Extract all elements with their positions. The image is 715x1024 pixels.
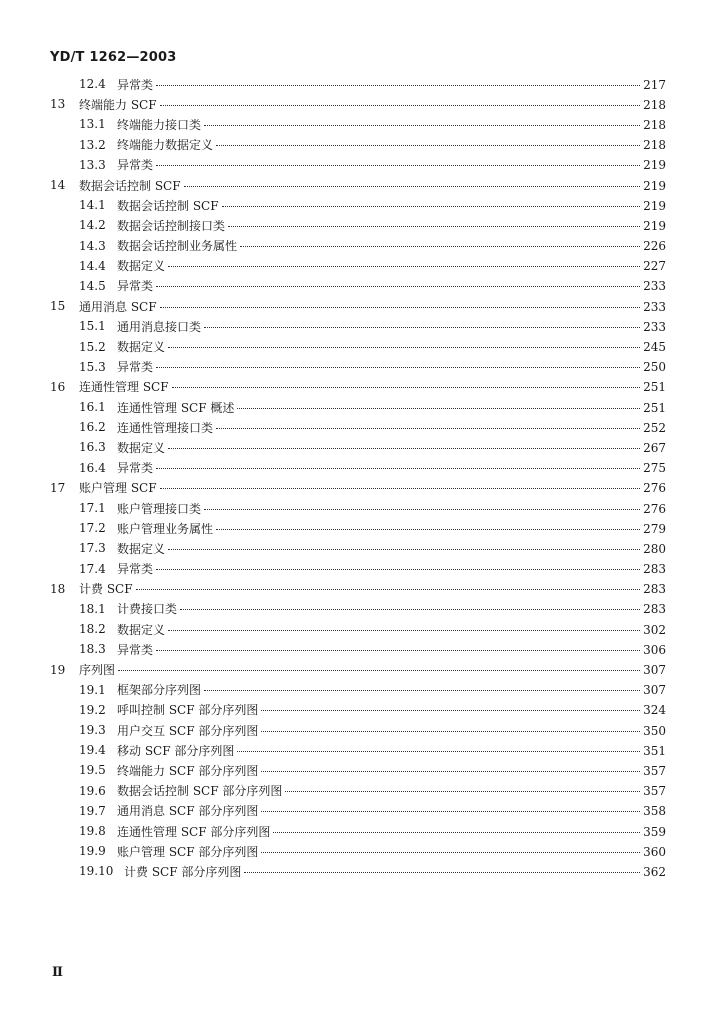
- toc-section-entry: [0, 417, 715, 437]
- toc-entry-page-number: 307: [643, 683, 666, 698]
- toc-dot-leader: [156, 468, 640, 469]
- toc-entry-page-number: 251: [643, 400, 666, 415]
- toc-section-entry: [0, 639, 715, 659]
- toc-dot-leader: [240, 246, 640, 247]
- toc-entry-page-number: 219: [643, 158, 666, 173]
- toc-dot-leader: [168, 448, 640, 449]
- toc-entry-title: 数据会话控制 SCF: [79, 178, 181, 193]
- toc-dot-leader: [180, 609, 640, 610]
- toc-entry-page-number: 283: [643, 582, 666, 597]
- toc-entry-body: [117, 358, 666, 375]
- toc-entry-body: [117, 217, 666, 234]
- toc-entry-title: 终端能力接口类: [117, 117, 202, 132]
- toc-entry-page-number: 283: [643, 602, 666, 617]
- toc-entry-page-number: 233: [643, 319, 666, 334]
- toc-dot-leader: [261, 710, 640, 711]
- toc-entry-title: 数据定义: [117, 622, 166, 637]
- toc-entry-number: 19.3: [79, 723, 106, 738]
- toc-entry-page-number: 306: [643, 642, 666, 657]
- toc-entry-title: 异常类: [117, 77, 154, 92]
- toc-entry-page-number: 360: [643, 844, 666, 859]
- toc-dot-leader: [204, 327, 640, 328]
- toc-entry-page-number: 219: [643, 198, 666, 213]
- toc-entry-page-number: 252: [643, 420, 666, 435]
- toc-entry-title: 异常类: [117, 562, 154, 577]
- toc-entry-body: [117, 439, 666, 456]
- toc-entry-body: [117, 782, 666, 799]
- toc-chapter-entry: [0, 478, 715, 498]
- toc-entry-page-number: 302: [643, 622, 666, 637]
- toc-chapter-entry: [0, 579, 715, 599]
- toc-entry-body: [117, 156, 666, 173]
- toc-entry-title: 计费接口类: [117, 602, 178, 617]
- toc-entry-body: [117, 823, 666, 840]
- toc-entry-page-number: 362: [643, 864, 666, 879]
- toc-entry-body: [79, 378, 666, 395]
- toc-entry-body: [117, 237, 666, 254]
- toc-entry-number: 13.2: [79, 137, 106, 152]
- toc-section-entry: [0, 357, 715, 377]
- toc-entry-number: 17.1: [79, 501, 106, 516]
- toc-dot-leader: [237, 751, 640, 752]
- toc-section-entry: [0, 861, 715, 881]
- toc-entry-number: 19.8: [79, 824, 106, 839]
- toc-section-entry: [0, 135, 715, 155]
- toc-dot-leader: [156, 165, 640, 166]
- toc-section-entry: [0, 256, 715, 276]
- toc-section-entry: [0, 720, 715, 740]
- toc-entry-body: [117, 600, 666, 617]
- toc-entry-body: [79, 177, 666, 194]
- toc-entry-body: [117, 318, 666, 335]
- toc-dot-leader: [156, 569, 640, 570]
- toc-entry-page-number: 233: [643, 299, 666, 314]
- toc-section-entry: [0, 700, 715, 720]
- toc-entry-body: [117, 520, 666, 537]
- toc-section-entry: [0, 236, 715, 256]
- toc-entry-page-number: 324: [643, 703, 666, 718]
- toc-entry-number: 19.2: [79, 702, 106, 717]
- toc-entry-number: 12.4: [79, 77, 106, 92]
- toc-entry-body: [117, 540, 666, 557]
- toc-entry-page-number: 280: [643, 541, 666, 556]
- toc-entry-number: 14.4: [79, 258, 106, 273]
- toc-section-entry: [0, 619, 715, 639]
- toc-entry-body: [117, 459, 666, 476]
- toc-entry-number: 13.3: [79, 157, 106, 172]
- toc-entry-page-number: 350: [643, 723, 666, 738]
- toc-entry-number: 14: [50, 178, 66, 193]
- toc-dot-leader: [273, 832, 640, 833]
- toc-dot-leader: [261, 811, 640, 812]
- toc-section-entry: [0, 760, 715, 780]
- toc-entry-body: [117, 802, 666, 819]
- toc-entry-title: 数据会话控制接口类: [117, 218, 226, 233]
- toc-entry-page-number: 217: [643, 77, 666, 92]
- toc-chapter-entry: [0, 175, 715, 195]
- toc-entry-body: [79, 479, 666, 496]
- toc-entry-body: [117, 681, 666, 698]
- toc-dot-leader: [136, 589, 641, 590]
- toc-entry-title: 异常类: [117, 461, 154, 476]
- toc-entry-page-number: 245: [643, 340, 666, 355]
- toc-section-entry: [0, 336, 715, 356]
- toc-entry-page-number: 218: [643, 97, 666, 112]
- toc-entry-body: [79, 580, 666, 597]
- toc-entry-body: [117, 621, 666, 638]
- toc-entry-page-number: 276: [643, 501, 666, 516]
- toc-entry-body: [117, 136, 666, 153]
- toc-entry-number: 15.1: [79, 319, 106, 334]
- toc-entry-body: [117, 338, 666, 355]
- toc-dot-leader: [156, 85, 640, 86]
- toc-entry-title: 通用消息 SCF: [79, 299, 157, 314]
- toc-entry-body: [79, 298, 666, 315]
- toc-entry-body: [117, 560, 666, 577]
- toc-dot-leader: [228, 226, 640, 227]
- toc-entry-number: 18.2: [79, 622, 106, 637]
- toc-entry-number: 19.1: [79, 682, 106, 697]
- toc-dot-leader: [216, 428, 640, 429]
- toc-dot-leader: [168, 266, 640, 267]
- toc-entry-page-number: 276: [643, 481, 666, 496]
- toc-entry-body: [124, 863, 666, 880]
- toc-dot-leader: [261, 852, 640, 853]
- toc-dot-leader: [156, 650, 640, 651]
- toc-entry-title: 通用消息 SCF 部分序列图: [117, 804, 259, 819]
- toc-entry-body: [79, 96, 666, 113]
- toc-entry-page-number: 227: [643, 259, 666, 274]
- toc-section-entry: [0, 437, 715, 457]
- toc-entry-title: 计费 SCF: [79, 582, 133, 597]
- toc-entry-body: [117, 701, 666, 718]
- toc-section-entry: [0, 195, 715, 215]
- toc-entry-number: 15.2: [79, 339, 106, 354]
- toc-entry-title: 账户管理 SCF: [79, 481, 157, 496]
- toc-dot-leader: [261, 731, 640, 732]
- toc-entry-title: 终端能力 SCF 部分序列图: [117, 763, 259, 778]
- toc-dot-leader: [168, 347, 640, 348]
- toc-section-entry: [0, 74, 715, 94]
- toc-entry-page-number: 357: [643, 763, 666, 778]
- toc-entry-number: 17: [50, 480, 66, 495]
- toc-dot-leader: [204, 125, 640, 126]
- toc-entry-title: 账户管理 SCF 部分序列图: [117, 844, 259, 859]
- toc-dot-leader: [156, 367, 640, 368]
- toc-section-entry: [0, 518, 715, 538]
- toc-section-entry: [0, 680, 715, 700]
- toc-entry-title: 异常类: [117, 158, 154, 173]
- toc-section-entry: [0, 458, 715, 478]
- toc-entry-body: [117, 742, 666, 759]
- toc-entry-title: 数据会话控制业务属性: [117, 239, 238, 254]
- toc-entry-page-number: 267: [643, 440, 666, 455]
- toc-entry-number: 15: [50, 299, 66, 314]
- toc-entry-title: 计费 SCF 部分序列图: [124, 864, 242, 879]
- toc-dot-leader: [160, 307, 641, 308]
- toc-dot-leader: [184, 186, 641, 187]
- toc-entry-number: 19: [50, 662, 66, 677]
- toc-entry-page-number: 279: [643, 521, 666, 536]
- toc-entry-title: 用户交互 SCF 部分序列图: [117, 723, 259, 738]
- toc-entry-title: 数据定义: [117, 340, 166, 355]
- toc-entry-number: 17.4: [79, 561, 106, 576]
- toc-chapter-entry: [0, 377, 715, 397]
- toc-entry-page-number: 283: [643, 562, 666, 577]
- toc-entry-body: [117, 762, 666, 779]
- toc-section-entry: [0, 538, 715, 558]
- toc-entry-number: 19.9: [79, 844, 106, 859]
- toc-entry-title: 连通性管理 SCF 概述: [117, 400, 235, 415]
- toc-entry-number: 18.1: [79, 601, 106, 616]
- toc-entry-page-number: 219: [643, 218, 666, 233]
- toc-entry-body: [117, 399, 666, 416]
- toc-section-entry: [0, 781, 715, 801]
- toc-dot-leader: [285, 791, 640, 792]
- toc-entry-page-number: 218: [643, 138, 666, 153]
- toc-entry-title: 序列图: [79, 663, 116, 678]
- toc-section-entry: [0, 841, 715, 861]
- toc-entry-title: 通用消息接口类: [117, 319, 202, 334]
- toc-section-entry: [0, 559, 715, 579]
- toc-dot-leader: [216, 529, 640, 530]
- toc-section-entry: [0, 397, 715, 417]
- toc-entry-title: 账户管理接口类: [117, 501, 202, 516]
- toc-entry-body: [79, 661, 666, 678]
- toc-entry-title: 异常类: [117, 279, 154, 294]
- toc-entry-body: [117, 722, 666, 739]
- toc-dot-leader: [168, 630, 640, 631]
- toc-entry-title: 终端能力 SCF: [79, 97, 157, 112]
- toc-entry-title: 呼叫控制 SCF 部分序列图: [117, 703, 259, 718]
- toc-entry-page-number: 307: [643, 663, 666, 678]
- toc-chapter-entry: [0, 296, 715, 316]
- toc-dot-leader: [216, 145, 640, 146]
- toc-entry-title: 连通性管理 SCF 部分序列图: [117, 824, 271, 839]
- toc-section-entry: [0, 215, 715, 235]
- toc-entry-page-number: 251: [643, 380, 666, 395]
- document-code-header: YD/T 1262—2003: [50, 50, 177, 65]
- toc-section-entry: [0, 740, 715, 760]
- toc-entry-page-number: 359: [643, 824, 666, 839]
- toc-entry-number: 16.3: [79, 440, 106, 455]
- toc-entry-title: 连通性管理 SCF: [79, 380, 169, 395]
- toc-chapter-entry: [0, 94, 715, 114]
- toc-entry-number: 19.6: [79, 783, 106, 798]
- toc-entry-page-number: 250: [643, 360, 666, 375]
- toc-entry-number: 16.2: [79, 420, 106, 435]
- toc-dot-leader: [204, 690, 640, 691]
- toc-entry-title: 异常类: [117, 360, 154, 375]
- toc-entry-body: [117, 500, 666, 517]
- toc-entry-number: 19.7: [79, 803, 106, 818]
- toc-dot-leader: [237, 408, 640, 409]
- toc-section-entry: [0, 599, 715, 619]
- toc-dot-leader: [261, 771, 640, 772]
- toc-entry-title: 移动 SCF 部分序列图: [117, 743, 235, 758]
- table-of-contents: [0, 74, 715, 882]
- toc-entry-number: 14.2: [79, 218, 106, 233]
- toc-entry-body: [117, 641, 666, 658]
- toc-entry-body: [117, 116, 666, 133]
- toc-entry-number: 16: [50, 379, 66, 394]
- toc-dot-leader: [118, 670, 640, 671]
- toc-entry-number: 14.3: [79, 238, 106, 253]
- toc-entry-body: [117, 197, 666, 214]
- toc-dot-leader: [244, 872, 640, 873]
- toc-section-entry: [0, 316, 715, 336]
- toc-section-entry: [0, 801, 715, 821]
- toc-section-entry: [0, 276, 715, 296]
- toc-dot-leader: [156, 286, 640, 287]
- toc-entry-body: [117, 277, 666, 294]
- toc-entry-page-number: 226: [643, 239, 666, 254]
- toc-section-entry: [0, 498, 715, 518]
- toc-dot-leader: [168, 549, 640, 550]
- toc-entry-page-number: 358: [643, 804, 666, 819]
- toc-entry-number: 17.3: [79, 541, 106, 556]
- toc-section-entry: [0, 114, 715, 134]
- toc-entry-title: 数据定义: [117, 259, 166, 274]
- toc-dot-leader: [172, 387, 641, 388]
- toc-entry-body: [117, 419, 666, 436]
- toc-entry-number: 19.4: [79, 743, 106, 758]
- toc-entry-page-number: 218: [643, 117, 666, 132]
- toc-entry-title: 账户管理业务属性: [117, 521, 214, 536]
- toc-entry-title: 终端能力数据定义: [117, 138, 214, 153]
- toc-entry-number: 14.1: [79, 198, 106, 213]
- toc-entry-title: 数据定义: [117, 541, 166, 556]
- toc-entry-number: 13: [50, 97, 66, 112]
- toc-entry-number: 14.5: [79, 278, 106, 293]
- toc-entry-number: 18.3: [79, 642, 106, 657]
- toc-entry-body: [117, 76, 666, 93]
- toc-entry-number: 13.1: [79, 117, 106, 132]
- toc-entry-title: 数据定义: [117, 440, 166, 455]
- toc-entry-title: 框架部分序列图: [117, 683, 202, 698]
- toc-entry-page-number: 219: [643, 178, 666, 193]
- page-folio: Ⅱ: [52, 965, 63, 980]
- toc-dot-leader: [160, 488, 641, 489]
- toc-entry-body: [117, 843, 666, 860]
- toc-entry-page-number: 233: [643, 279, 666, 294]
- toc-entry-title: 数据会话控制 SCF: [117, 198, 219, 213]
- toc-section-entry: [0, 155, 715, 175]
- toc-section-entry: [0, 821, 715, 841]
- toc-entry-number: 19.5: [79, 763, 106, 778]
- toc-entry-number: 19.10: [79, 864, 114, 879]
- toc-entry-page-number: 275: [643, 461, 666, 476]
- toc-dot-leader: [204, 509, 640, 510]
- toc-entry-page-number: 357: [643, 784, 666, 799]
- toc-dot-leader: [160, 105, 641, 106]
- toc-entry-body: [117, 257, 666, 274]
- toc-entry-number: 17.2: [79, 521, 106, 536]
- toc-entry-number: 18: [50, 581, 66, 596]
- toc-entry-number: 16.1: [79, 400, 106, 415]
- toc-entry-title: 异常类: [117, 642, 154, 657]
- toc-dot-leader: [222, 206, 641, 207]
- toc-entry-title: 数据会话控制 SCF 部分序列图: [117, 784, 283, 799]
- toc-chapter-entry: [0, 659, 715, 679]
- toc-entry-title: 连通性管理接口类: [117, 420, 214, 435]
- toc-entry-number: 15.3: [79, 359, 106, 374]
- toc-entry-page-number: 351: [643, 743, 666, 758]
- toc-entry-number: 16.4: [79, 460, 106, 475]
